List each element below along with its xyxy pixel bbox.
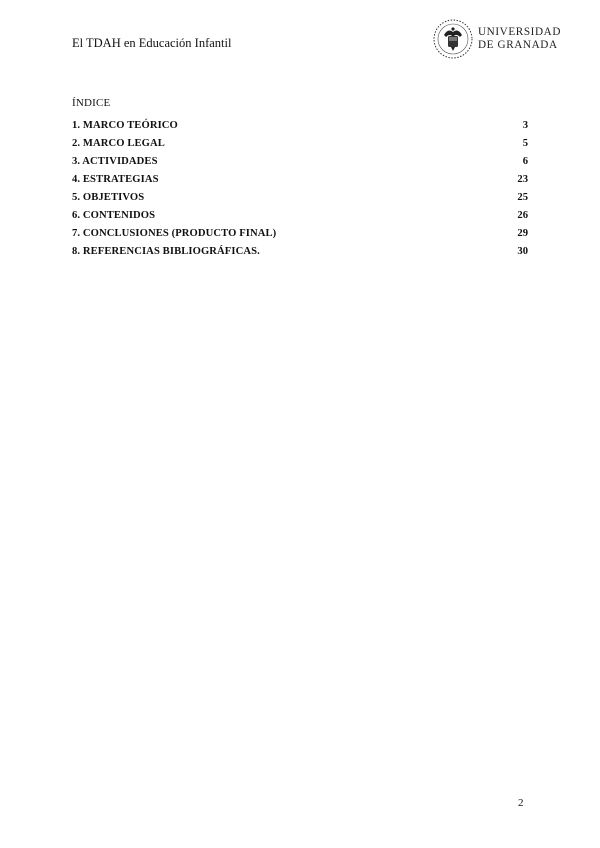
toc-entry-page: 25 [517,191,528,203]
logo-text-line-2: DE GRANADA [478,38,558,51]
toc-entry[interactable] [72,170,528,188]
toc-entry-title: 5. OBJETIVOS [72,191,145,203]
toc-entry-page: 6 [522,155,528,167]
toc-entry-title: 1. MARCO TEÓRICO [72,119,178,131]
toc-entry-title: 2. MARCO LEGAL [72,137,165,149]
logo-text-line-1: UNIVERSIDAD [478,26,562,38]
toc-entry[interactable] [72,188,528,206]
toc-entry-title: 3. ACTIVIDADES [72,155,158,167]
university-seal-icon [432,18,474,60]
table-of-contents [72,116,528,260]
toc-entry-page: 26 [517,209,528,221]
page-number: 2 [518,797,524,809]
toc-heading: ÍNDICE [72,97,111,109]
toc-entry[interactable] [72,152,528,170]
toc-entry[interactable] [72,206,528,224]
document-title: El TDAH en Educación Infantil [72,36,232,50]
toc-entry[interactable] [72,242,528,260]
toc-entry[interactable] [72,224,528,242]
toc-entry-page: 5 [522,137,528,149]
toc-entry-page: 30 [517,245,528,257]
toc-entry[interactable] [72,116,528,134]
toc-entry-title: 7. CONCLUSIONES (PRODUCTO FINAL) [72,227,277,239]
toc-entry-page: 29 [517,227,528,239]
toc-entry-title: 4. ESTRATEGIAS [72,173,159,185]
toc-entry-page: 23 [517,173,528,185]
toc-entry-page: 3 [522,119,528,131]
toc-entry-title: 8. REFERENCIAS BIBLIOGRÁFICAS. [72,245,260,257]
university-logo [432,18,567,60]
toc-entry-title: 6. CONTENIDOS [72,209,156,221]
toc-entry[interactable] [72,134,528,152]
